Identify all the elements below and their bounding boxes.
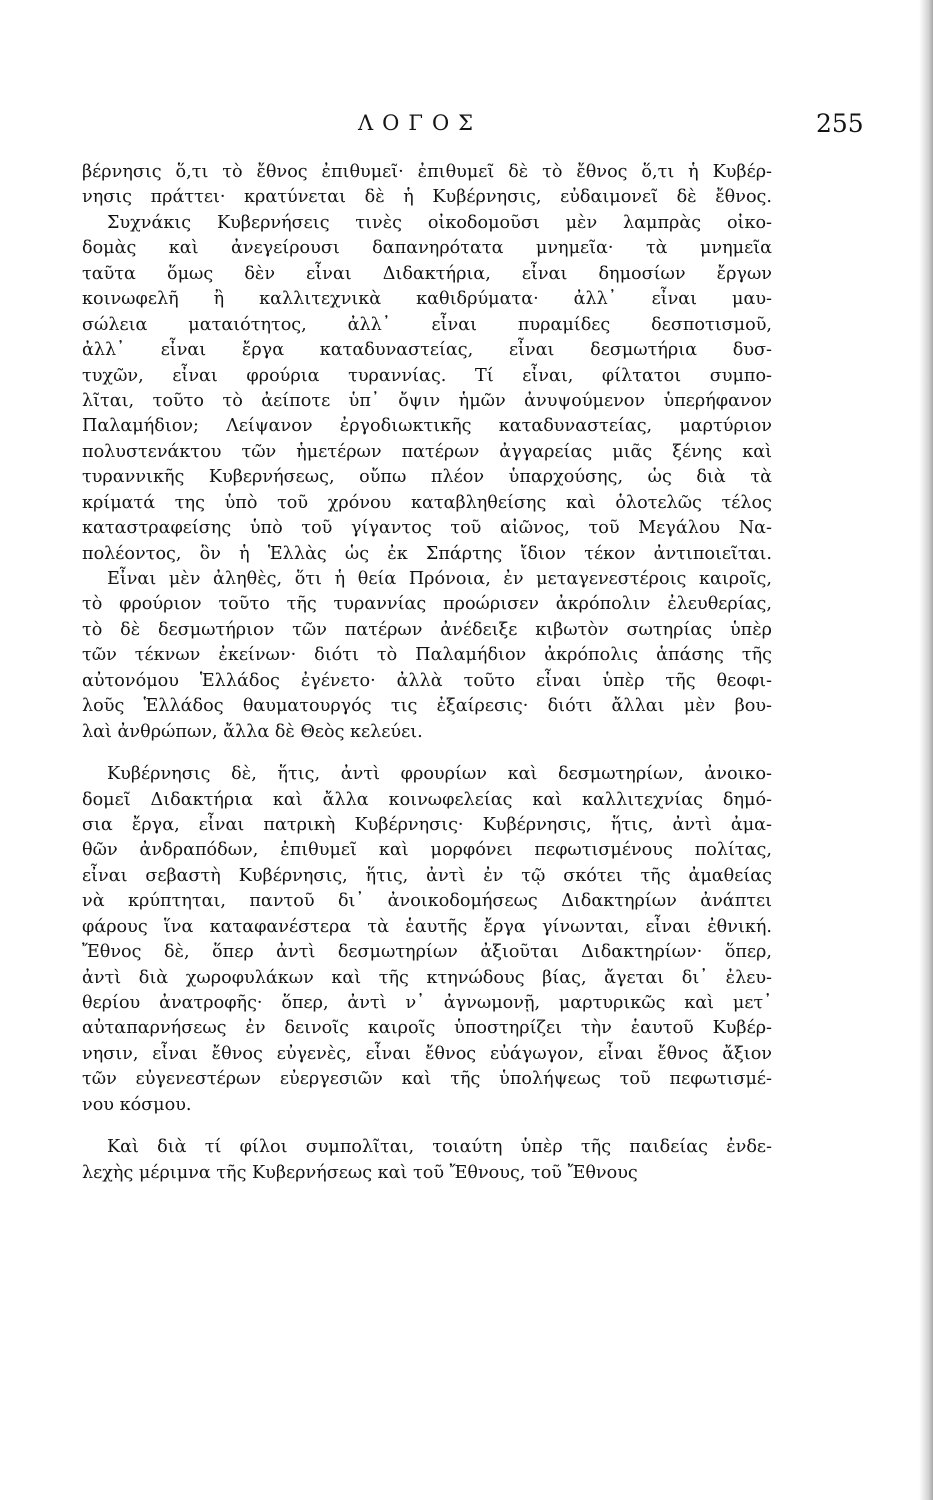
text-line: νου κόσμου. [82,1094,192,1115]
text-line: Κυβέρνησις δὲ, ἥτις, ἀντὶ φρουρίων καὶ δεσμωτηρίων, ἀνοικο- [107,764,772,785]
text-line: σώλεια ματαιότητος, ἀλλ᾽ εἶναι πυραμίδες δεσποτισμοῦ, [82,314,772,335]
text-line: θερίου ἀνατροφῆς· ὅπερ, ἀντὶ ν᾽ ἀγνωμονῇ, μαρτυρικῶς καὶ μετ᾽ [82,993,772,1013]
text-line: ταῦτα ὅμως δὲν εἶναι Διδακτήρια, εἶναι δημοσίων ἔργων [82,263,772,284]
text-line: νησιν, εἶναι ἔθνος εὐγενὲς, εἶναι ἔθνος εὐάγωγον, εἶναι ἔθνος ἄξιον [82,1043,772,1064]
text-line: ἀλλ᾽ εἶναι ἔργα καταδυναστείας, εἶναι δεσμωτήρια δυσ- [82,340,772,361]
text-line: Παλαμήδιον; Λείψανον ἐργοδιωκτικῆς καταδυναστείας, μαρτύριον [82,416,772,437]
text-line: σια ἔργα, εἶναι πατρικὴ Κυβέρνησις· Κυβέρνησις, ἥτις, ἀντὶ ἀμα- [82,814,772,835]
paragraph [82,1135,772,1186]
text-line: δομεῖ Διδακτήρια καὶ ἄλλα κοινωφελείας καὶ καλλιτεχνίας δημό- [82,789,772,810]
text-line: λεχὴς μέριμνα τῆς Κυβερνήσεως καὶ τοῦ Ἔθνους, τοῦ Ἔθνους [82,1162,638,1183]
page-number: 255 [816,109,864,138]
text-line: πολυστενάκτου τῶν ἡμετέρων πατέρων ἀγγαρείας μιᾶς ξένης καὶ [82,441,772,462]
text-line: αὐταπαρνήσεως ἐν δεινοῖς καιροῖς ὑποστηρίζει τὴν ἑαυτοῦ Κυβέρ- [82,1018,772,1039]
text-line: τὸ δὲ δεσμωτήριον τῶν πατέρων ἀνέδειξε κιβωτὸν σωτηρίας ὑπὲρ [82,619,772,640]
text-line: εἶναι σεβαστὴ Κυβέρνησις, ἥτις, ἀντὶ ἐν τῷ σκότει τῆς ἀμαθείας [82,865,772,886]
text-line: λῖται, τοῦτο τὸ ἀείποτε ὑπ᾽ ὄψιν ἡμῶν ἀνυψούμενον ὑπερήφανον [82,390,772,411]
text-line: νησις πράττει· κρατύνεται δὲ ἡ Κυβέρνησις, εὐδαιμονεῖ δὲ ἔθνος. [82,187,772,208]
text-line: Καὶ διὰ τί φίλοι συμπολῖται, τοιαύτη ὑπὲρ τῆς παιδείας ἐνδε- [107,1137,772,1158]
page-header [0,103,933,143]
text-line: κρίματά της ὑπὸ τοῦ χρόνου καταβληθείσης καὶ ὁλοτελῶς τέλος [82,492,772,513]
text-line: κοινωφελῆ ἢ καλλιτεχνικὰ καθιδρύματα· ἀλλ᾽ εἶναι μαυ- [82,289,772,310]
text-line: λαὶ ἀνθρώπων, ἄλλα δὲ Θεὸς κελεύει. [82,721,423,742]
paragraph-gap [82,1118,772,1135]
text-line: Συχνάκις Κυβερνήσεις τινὲς οἰκοδομοῦσι μὲν λαμπρὰς οἰκο- [107,212,772,233]
text-line: τῶν τέκνων ἐκείνων· διότι τὸ Παλαμήδιον ἀκρόπολις ἁπάσης τῆς [82,645,772,666]
text-line: τυχῶν, εἶναι φρούρια τυραννίας. Τί εἶναι, φίλτατοι συμπο- [82,365,772,386]
paragraph [82,160,772,745]
paragraph-gap [82,745,772,762]
text-line: τῶν εὐγενεστέρων εὐεργεσιῶν καὶ τῆς ὑπολήψεως τοῦ πεφωτισμέ- [82,1069,772,1090]
text-line: δομὰς καὶ ἀνεγείρουσι δαπανηρότατα μνημεῖα· τὰ μνημεῖα [82,238,772,259]
text-line: Ἔθνος δὲ, ὅπερ ἀντὶ δεσμωτηρίων ἀξιοῦται Διδακτηρίων· ὅπερ, [82,942,772,963]
text-line: βέρνησις ὅ,τι τὸ ἔθνος ἐπιθυμεῖ· ἐπιθυμεῖ δὲ τὸ ἔθνος ὅ,τι ἡ Κυβέρ- [82,162,772,182]
text-line: καταστραφείσης ὑπὸ τοῦ γίγαντος τοῦ αἰῶνος, τοῦ Μεγάλου Να- [82,518,772,539]
text-line: τυραννικῆς Κυβερνήσεως, οὔπω πλέον ὑπαρχούσης, ὡς διὰ τὰ [82,467,772,488]
running-head: ΛΟΓΟΣ [358,111,483,135]
text-line: φάρους ἵνα καταφανέστερα τὰ ἑαυτῆς ἔργα γίνωνται, εἶναι ἐθνική. [82,916,772,937]
text-line: τὸ φρούριον τοῦτο τῆς τυραννίας προώρισεν ἀκρόπολιν ἐλευθερίας, [82,594,772,615]
text-line: ἀντὶ διὰ χωροφυλάκων καὶ τῆς κτηνώδους βίας, ἄγεται δι᾽ ἐλευ- [82,967,772,988]
text-line: Εἶναι μὲν ἀληθὲς, ὅτι ἡ θεία Πρόνοια, ἐν μεταγενεστέροις καιροῖς, [107,569,772,589]
text-line: θῶν ἀνδραπόδων, ἐπιθυμεῖ καὶ μορφόνει πεφωτισμένους πολίτας, [82,840,772,861]
paragraph [82,762,772,1118]
text-line: πολέοντος, ὃν ἡ Ἑλλὰς ὡς ἐκ Σπάρτης ἴδιον τέκον ἀντιποιεῖται. [82,543,772,564]
text-line: λοῦς Ἑλλάδος θαυματουργός τις ἐξαίρεσις· διότι ἄλλαι μὲν βου- [82,696,772,717]
text-line: νὰ κρύπτηται, παντοῦ δι᾽ ἀνοικοδομήσεως Διδακτηρίων ἀνάπτει [82,891,772,912]
body-text [82,160,772,1186]
text-line: αὐτονόμου Ἑλλάδος ἐγένετο· ἀλλὰ τοῦτο εἶναι ὑπὲρ τῆς θεοφι- [82,670,772,691]
spine-shadow [919,0,933,1500]
